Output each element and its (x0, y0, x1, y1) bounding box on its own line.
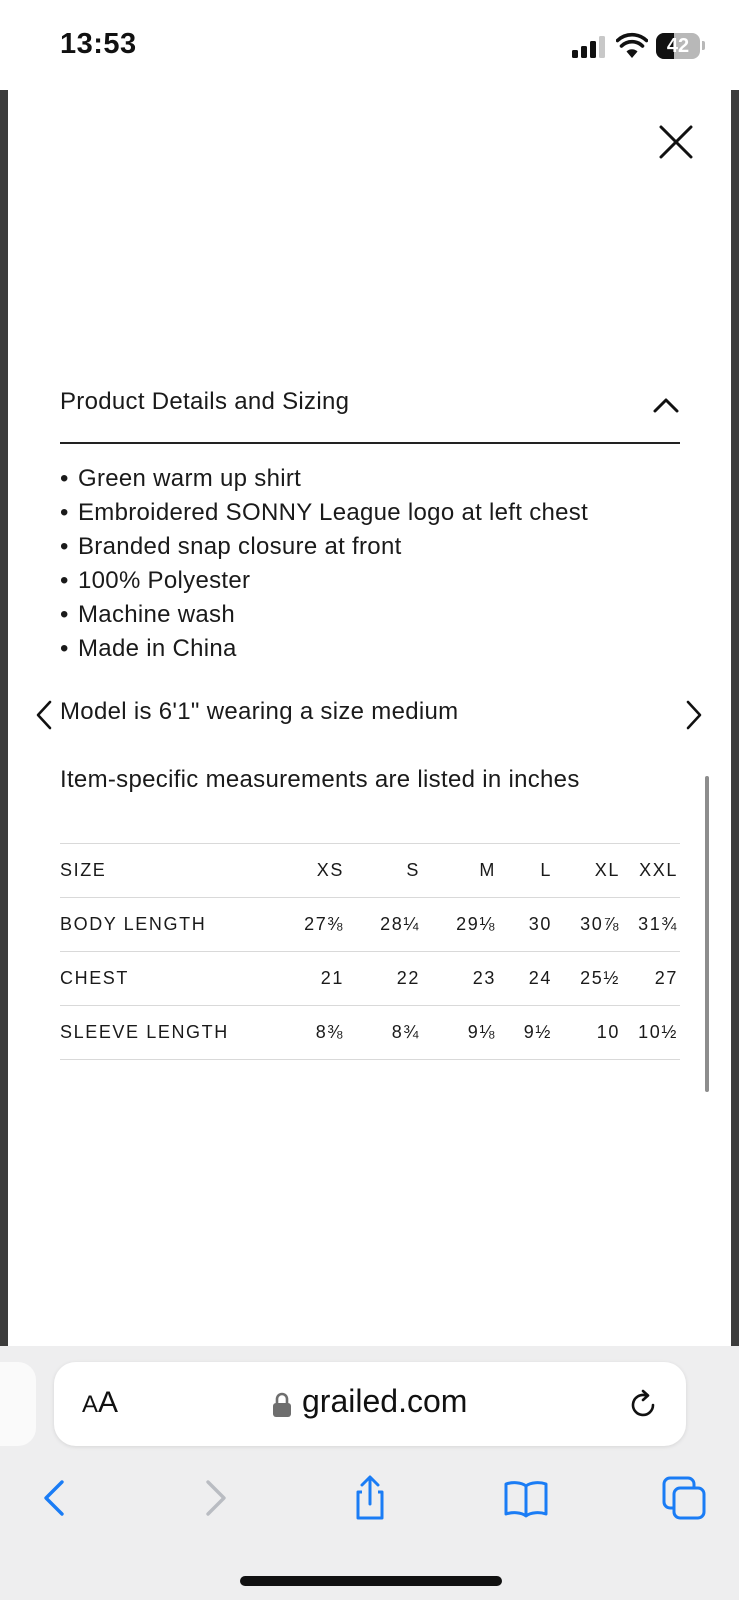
table-cell: 24 (498, 952, 554, 1006)
table-cell: 8¾ (346, 1006, 422, 1060)
product-details-list (60, 462, 680, 666)
battery-icon (656, 33, 700, 59)
chevron-right-icon[interactable] (684, 699, 704, 731)
close-icon[interactable] (658, 124, 694, 160)
chevron-left-icon[interactable] (34, 699, 54, 731)
table-cell: 8⅜ (286, 1006, 346, 1060)
table-cell: 23 (422, 952, 498, 1006)
table-cell: 30⅞ (554, 898, 622, 952)
product-details-accordion-header[interactable] (60, 388, 680, 444)
forward-icon[interactable] (190, 1474, 238, 1522)
text-size-button[interactable] (82, 1386, 118, 1422)
wifi-icon (616, 32, 648, 60)
table-cell: 10½ (622, 1006, 680, 1060)
cellular-signal-icon (572, 36, 606, 58)
previous-tab-preview[interactable] (0, 1362, 36, 1446)
table-cell: 31¾ (622, 898, 680, 952)
table-row (60, 898, 680, 952)
table-header-cell: M (422, 844, 498, 898)
table-row-label: BODY LENGTH (60, 898, 286, 952)
list-item: • Made in China (60, 632, 680, 666)
table-cell: 27⅜ (286, 898, 346, 952)
home-indicator (240, 1576, 502, 1586)
table-cell: 28¼ (346, 898, 422, 952)
table-header-cell: L (498, 844, 554, 898)
section-title: Product Details and Sizing (60, 388, 350, 415)
scrollbar[interactable] (705, 776, 709, 1092)
table-row (60, 952, 680, 1006)
table-cell: 25½ (554, 952, 622, 1006)
table-row-label: CHEST (60, 952, 286, 1006)
bookmarks-icon[interactable] (502, 1474, 550, 1522)
table-cell: 9½ (498, 1006, 554, 1060)
table-row-label: SLEEVE LENGTH (60, 1006, 286, 1060)
text-size-small-a: A (82, 1391, 99, 1418)
status-time: 13:53 (60, 28, 137, 60)
list-item: • 100% Polyester (60, 564, 680, 598)
model-note: Model is 6'1" wearing a size medium (60, 698, 459, 725)
table-row (60, 1006, 680, 1060)
size-chart-table (60, 843, 680, 1060)
list-item: • Branded snap closure at front (60, 530, 680, 564)
lock-icon (272, 1392, 292, 1418)
table-cell: 30 (498, 898, 554, 952)
table-cell: 21 (286, 952, 346, 1006)
list-item: • Embroidered SONNY League logo at left chest (60, 496, 680, 530)
modal-frame-right (731, 90, 739, 1346)
reload-icon[interactable] (626, 1388, 660, 1422)
list-item: • Green warm up shirt (60, 462, 680, 496)
back-icon[interactable] (32, 1474, 80, 1522)
table-cell: 29⅛ (422, 898, 498, 952)
table-header-cell: XXL (622, 844, 680, 898)
tabs-icon[interactable] (660, 1474, 708, 1522)
table-cell: 22 (346, 952, 422, 1006)
table-cell: 10 (554, 1006, 622, 1060)
status-bar (0, 0, 739, 90)
table-header-cell: XL (554, 844, 622, 898)
battery-nub (702, 41, 705, 50)
table-header-row (60, 844, 680, 898)
text-size-large-a: A (98, 1386, 119, 1419)
table-header-label: SIZE (60, 844, 286, 898)
share-icon[interactable] (346, 1474, 394, 1522)
table-cell: 27 (622, 952, 680, 1006)
modal-frame-left (0, 90, 8, 1346)
battery-level: 42 (666, 35, 690, 57)
url-text[interactable]: grailed.com (302, 1383, 468, 1419)
table-header-cell: XS (286, 844, 346, 898)
measurement-note: Item-specific measurements are listed in inches (60, 766, 580, 793)
chevron-up-icon[interactable] (652, 396, 680, 414)
table-cell: 9⅛ (422, 1006, 498, 1060)
list-item: • Machine wash (60, 598, 680, 632)
table-header-cell: S (346, 844, 422, 898)
